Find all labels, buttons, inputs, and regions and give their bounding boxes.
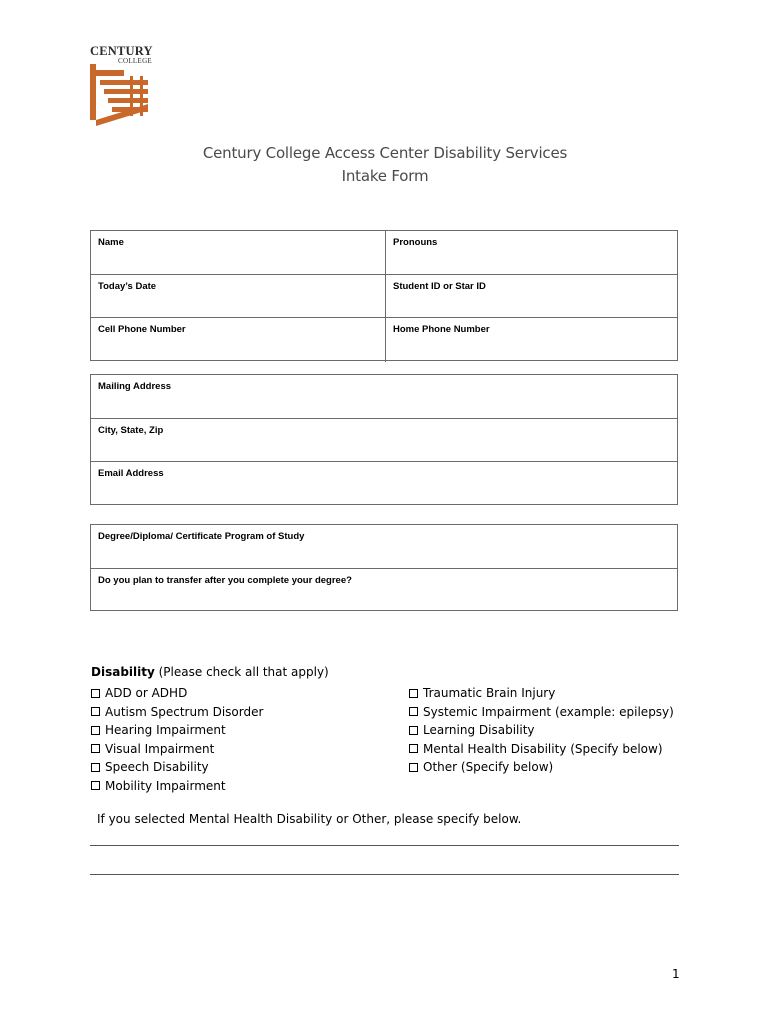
checkbox-icon[interactable] [91, 689, 100, 698]
transfer-plan-field[interactable]: Do you plan to transfer after you complete your degree? [98, 575, 352, 586]
option-label: Other (Specify below) [423, 760, 554, 775]
checkbox-icon[interactable] [409, 744, 418, 753]
option-label: Visual Impairment [105, 741, 215, 756]
option-label: Mobility Impairment [105, 778, 226, 793]
option-label: Speech Disability [105, 760, 209, 775]
contact-info-table [90, 230, 678, 361]
student-id-field[interactable]: Student ID or Star ID [385, 275, 677, 317]
table-row [91, 418, 677, 461]
checkbox-option[interactable] [91, 703, 263, 722]
logo-wordmark-college: COLLEGE [118, 57, 152, 65]
checkbox-icon[interactable] [91, 781, 100, 790]
checkbox-option[interactable] [409, 684, 674, 703]
logo-wordmark-century: CENTURY [90, 44, 153, 58]
disability-heading [91, 665, 329, 679]
email-address-field[interactable]: Email Address [98, 468, 164, 479]
table-row [91, 568, 677, 611]
option-label: Traumatic Brain Injury [423, 686, 556, 701]
checkbox-option[interactable] [409, 703, 674, 722]
option-label: Learning Disability [423, 723, 535, 738]
checkbox-icon[interactable] [409, 707, 418, 716]
disability-instruction: (Please check all that apply) [154, 665, 329, 679]
table-row [91, 231, 677, 274]
checkbox-icon[interactable] [409, 726, 418, 735]
name-field[interactable]: Name [98, 237, 124, 248]
specify-answer-line[interactable] [90, 845, 679, 846]
city-state-zip-field[interactable]: City, State, Zip [98, 425, 164, 436]
pronouns-field[interactable]: Pronouns [385, 231, 677, 274]
option-label: Systemic Impairment (example: epilepsy) [423, 704, 674, 719]
checkbox-icon[interactable] [91, 763, 100, 772]
cell-phone-field[interactable]: Cell Phone Number [98, 324, 186, 335]
disability-label: Disability [91, 665, 155, 679]
option-label: Mental Health Disability (Specify below) [423, 741, 663, 756]
checkbox-icon[interactable] [91, 726, 100, 735]
century-college-logo [90, 44, 153, 126]
table-row [91, 525, 677, 568]
checkbox-icon[interactable] [91, 707, 100, 716]
table-row [91, 375, 677, 418]
todays-date-field[interactable]: Today’s Date [98, 281, 157, 292]
option-label: Hearing Impairment [105, 723, 226, 738]
disability-options-right [409, 684, 674, 777]
disability-options-left [91, 684, 263, 795]
home-phone-field[interactable]: Home Phone Number [385, 318, 677, 362]
checkbox-option[interactable] [409, 758, 674, 777]
program-of-study-field[interactable]: Degree/Diploma/ Certificate Program of Study [98, 531, 305, 542]
checkbox-option[interactable] [91, 721, 263, 740]
address-table [90, 374, 678, 505]
checkbox-option[interactable] [91, 684, 263, 703]
checkbox-option[interactable] [409, 740, 674, 759]
checkbox-icon[interactable] [91, 744, 100, 753]
checkbox-option[interactable] [91, 740, 263, 759]
page-number: 1 [672, 967, 680, 981]
program-table [90, 524, 678, 611]
college-building-icon [90, 64, 148, 126]
checkbox-option[interactable] [409, 721, 674, 740]
table-row [91, 461, 677, 506]
specify-instruction: If you selected Mental Health Disability or Other, please specify below. [97, 812, 522, 826]
option-label: Autism Spectrum Disorder [105, 704, 264, 719]
table-row [91, 274, 677, 317]
specify-answer-line[interactable] [90, 874, 679, 875]
table-row [91, 317, 677, 362]
checkbox-icon[interactable] [409, 763, 418, 772]
checkbox-option[interactable] [91, 777, 263, 796]
form-subtitle: Intake Form [341, 167, 429, 185]
checkbox-option[interactable] [91, 758, 263, 777]
checkbox-icon[interactable] [409, 689, 418, 698]
form-title: Century College Access Center Disability Services [202, 144, 568, 162]
option-label: ADD or ADHD [105, 686, 188, 701]
mailing-address-field[interactable]: Mailing Address [98, 381, 172, 392]
